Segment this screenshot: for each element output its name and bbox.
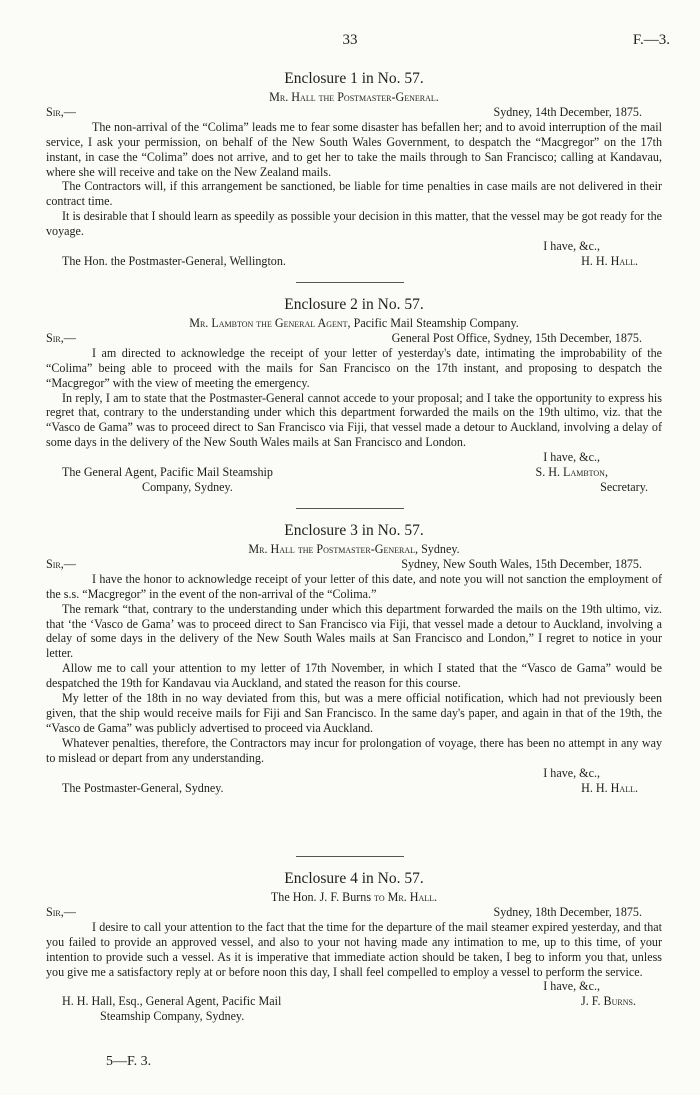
heading-to-rest: Pacific Mail Steamship Company. [353,316,519,330]
enclosure-title: Enclosure 3 in No. 57. [284,522,424,539]
heading-to: the Postmaster-General. [318,90,439,104]
enclosure-heading [46,890,662,905]
place-date: Sydney, 14th December, 1875. [493,104,642,119]
salutation: Sir,— [46,904,76,919]
paragraph: Whatever penalties, therefore, the Contractors may incur for prolongation of voyage, there has been no attempt in any way to mislead or depart from any understanding. [46,735,662,765]
section-divider [296,282,404,283]
addressee: The Hon. the Postmaster-General, Wellington. [62,253,286,268]
heading-from: Mr. Hall [248,542,295,556]
closing: I have, &c., [543,239,600,254]
document-reference: F.—3. [632,32,670,48]
salutation: Sir,— [46,104,76,119]
salutation-row [46,557,662,572]
place-date: Sydney, New South Wales, 15th December, 1875. [401,556,642,571]
paragraph: My letter of the 18th in no way deviated from this, but was a mere official notification, which had not previously been given, that the ship would receive mails for Fiji and San Francisco. In the same day's paper, and again in that of the 19th, the “Vasco de Gama” was publicly advertised to proceed via Auckland. [46,691,662,735]
paragraph: I desire to call your attention to the fact that the time for the departure of the mail steamer expired yesterday, and that you failed to provide an approved vessel, and also to your not having made any intimation to me, up to this time, of your intention to provide such a vessel. As it is imperative that immediate action should be taken, I beg to inform you that, unless you give me a satisfactory reply at or before noon this day, I shall feel compelled to employ a vessel to perform the service. [46,919,662,979]
salutation-row [46,331,662,346]
section-divider [296,508,404,509]
paragraph: I have the honor to acknowledge receipt of your letter of this date, and note you will not sanction the employment of the s.s. “Macgregor” in the event of the non-arrival of the “Colima.” [46,571,662,601]
enclosure-title: Enclosure 1 in No. 57. [284,70,424,87]
closing: I have, &c., [543,450,600,465]
place-date: Sydney, 18th December, 1875. [493,904,642,919]
heading-to-rest: Sydney. [421,542,460,556]
addressee-block [62,465,273,495]
enclosure-3 [46,522,662,795]
heading-to: the General Agent, [256,316,351,330]
signature-row [46,254,662,269]
signature: H. H. Hall. [581,780,638,795]
signature-row [46,781,662,796]
sheet-mark: 5—F. 3. [106,1054,152,1069]
signature-block [536,465,663,495]
paragraph: The remark “that, contrary to the understanding under which this department forwarded the mails on the 19th ultimo, viz. that ‘the ‘Vasco de Gama’ was to proceed direct to San Francisco via Fiji, that vessel made a detour to Auckland, involving a delay of some days in the delivery of the New South Wales mails at San Francisco and London,” I regret to notice in your letter. [46,601,662,661]
enclosure-1 [46,70,662,269]
addressee-line: The General Agent, Pacific Mail Steamship [62,465,273,480]
place-date: General Post Office, Sydney, 15th December, 1875. [391,330,642,345]
addressee-block [62,994,281,1024]
enclosure-4 [46,870,662,1024]
paragraph: Allow me to call your attention to my letter of 17th November, in which I stated that the “Vasco de Gama” would be despatched the 19th for Kandavau via Auckland, and stated the reason for this course. [46,661,662,691]
heading-from: The Hon. J. F. Burns [270,890,372,904]
salutation: Sir,— [46,330,76,345]
enclosure-title: Enclosure 2 in No. 57. [284,296,424,313]
heading-to: the Postmaster-General, [297,542,419,556]
paragraph: In reply, I am to state that the Postmaster-General cannot accede to your proposal; and I take the opportunity to express his regret that, contrary to the understanding under which this department forwarded the mails on the 19th ultimo, viz. that the “Vasco de Gama” was to proceed direct to San Francisco via Fiji, that vessel made a detour to Auckland, involving a delay of some days in the delivery of the New South Wales mails at San Francisco and London. [46,390,662,450]
paragraph: I am directed to acknowledge the receipt of your letter of yesterday's date, intimating the improbability of the “Colima” being able to proceed with the mails for San Francisco on the 17th instant, and proposing to despatch the “Macgregor” with the view of meeting the emergency. [46,345,662,390]
signature-row [46,994,662,1024]
enclosure-heading [46,90,662,105]
signature-row [46,465,662,495]
closing: I have, &c., [543,979,600,994]
addressee-line: Company, Sydney. [142,479,233,494]
salutation: Sir,— [46,556,76,571]
salutation-row [46,105,662,120]
signature-title: Secretary. [600,479,648,494]
signature: S. H. Lambton, [535,465,608,480]
signature: H. H. Hall. [581,253,638,268]
enclosure-heading [46,542,662,557]
signature: J. F. Burns. [581,994,636,1009]
paragraph: It is desirable that I should learn as speedily as possible your decision in this matter, that the vessel may be got ready for the voyage. [46,209,662,239]
heading-from: Mr. Hall [269,90,316,104]
enclosure-heading [46,316,662,331]
addressee-line: Steamship Company, Sydney. [100,1009,245,1024]
addressee: The Postmaster-General, Sydney. [62,780,224,795]
paragraph: The non-arrival of the “Colima” leads me to fear some disaster has befallen her; and to avoid interruption of the mail service, I ask your permission, on behalf of the New South Wales Government, to despatch the “Macgregor” on the 17th instant, in case the “Colima” does not arrive, and to get her to take the mails through to San Francisco; calling at Kandavau, where she will receive and take on the New Zealand mails. [46,119,662,179]
page-number: 33 [342,32,358,48]
section-divider [296,856,404,857]
closing: I have, &c., [543,765,600,780]
enclosure-title: Enclosure 4 in No. 57. [284,870,424,887]
heading-to: to Mr. Hall. [374,890,438,904]
enclosure-2 [46,296,662,495]
addressee-line: H. H. Hall, Esq., General Agent, Pacific Mail [62,994,282,1009]
heading-from: Mr. Lambton [189,316,254,330]
salutation-row [46,905,662,920]
paragraph: The Contractors will, if this arrangement be sanctioned, be liable for time penalties in case mails are not delivered in their contract time. [46,179,662,209]
